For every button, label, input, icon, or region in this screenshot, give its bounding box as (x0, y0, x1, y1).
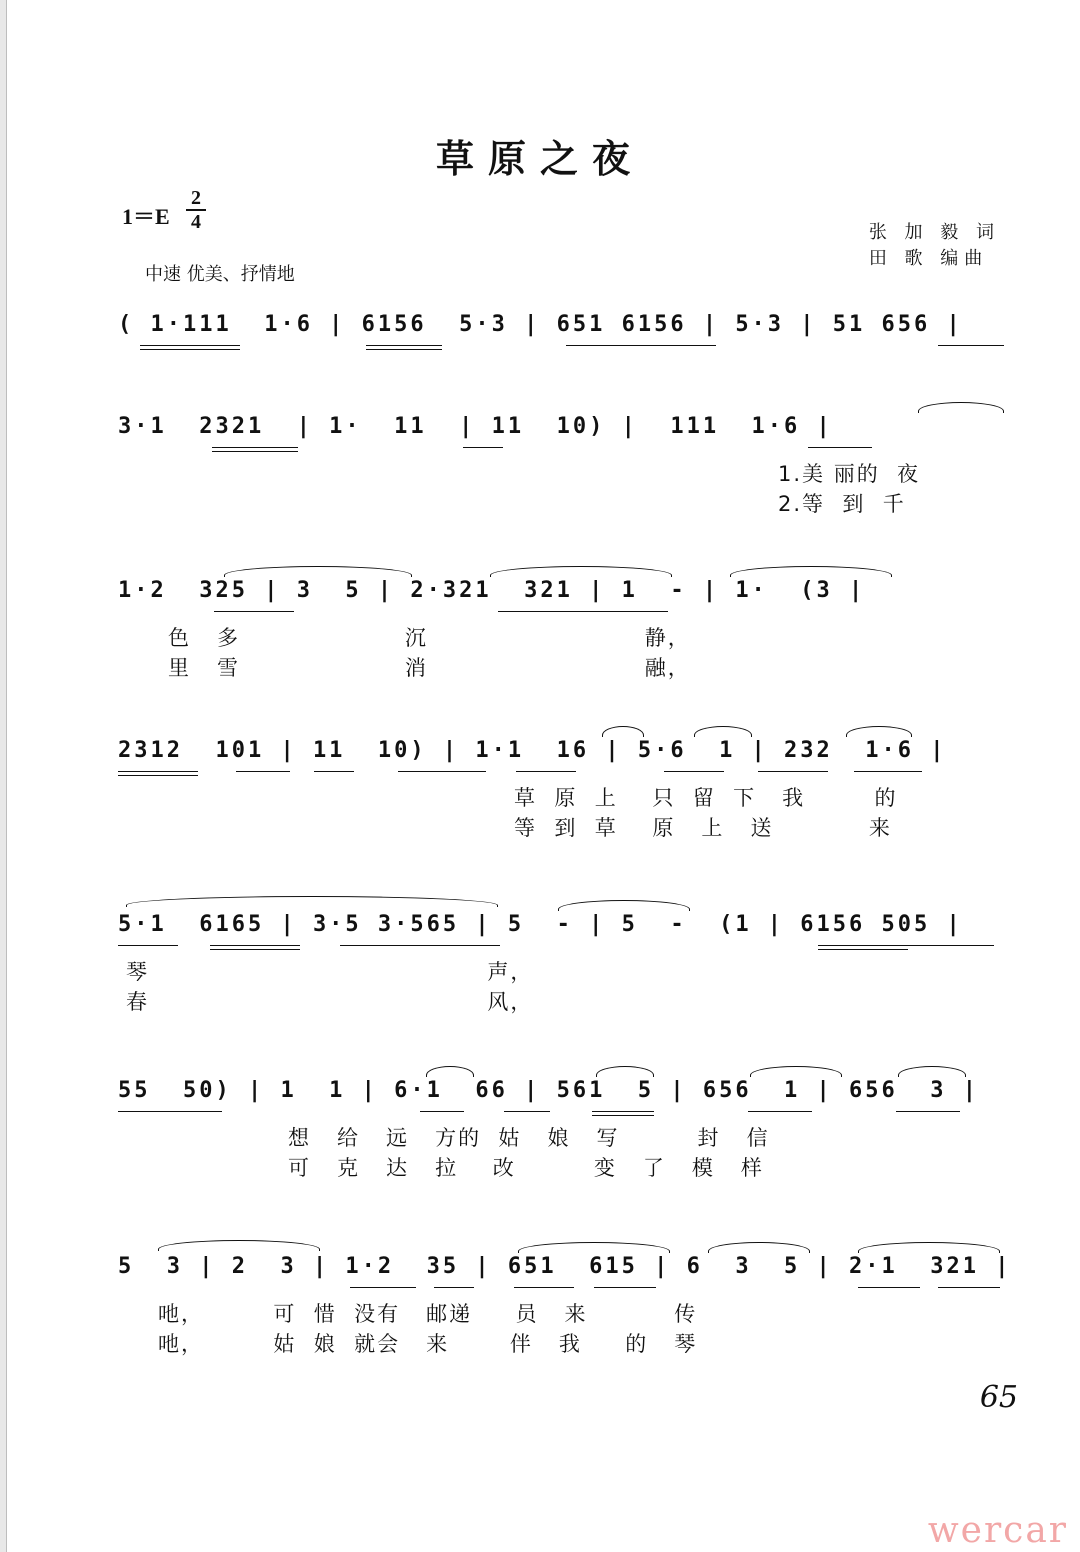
slur (846, 726, 912, 737)
slur (858, 1242, 1000, 1253)
underline (664, 771, 724, 772)
underline (854, 771, 922, 772)
underline (896, 1111, 960, 1112)
score-system-7 (118, 1254, 1012, 1356)
underline (758, 771, 828, 772)
underline (463, 447, 503, 448)
notation-line: ( 1·111 1·6 | 6156 5·3 | 651 6156 | 5·3 | 51 656 | (118, 312, 963, 337)
underline (398, 771, 486, 772)
slur (730, 566, 892, 577)
lyric-verse-1: 1.美 丽的 夜 (778, 462, 921, 486)
slur (158, 1240, 320, 1251)
underline (938, 345, 1004, 346)
underline (504, 1111, 550, 1112)
score-system-4 (118, 738, 1010, 840)
underline (516, 771, 576, 772)
slur (224, 566, 412, 577)
underline (434, 1287, 474, 1288)
underline (858, 1287, 920, 1288)
underline (350, 1287, 416, 1288)
score-system-6 (118, 1078, 1010, 1180)
slur (918, 402, 1004, 413)
score-system-2 (118, 414, 1010, 516)
underline (140, 349, 240, 350)
underline (366, 345, 442, 346)
lyric-verse-1: 吔， 可 惜 没有 邮递 员 来 传 (158, 1302, 698, 1326)
slur (694, 726, 752, 737)
underline (214, 611, 294, 612)
underline (140, 345, 240, 346)
notation-line: 1·2 325 | 3 5 | 2·321 321 | 1 - | 1· (3 | (118, 578, 866, 603)
underline (808, 447, 872, 448)
page-edge (0, 0, 7, 1552)
slur (558, 900, 690, 911)
underline (592, 1115, 654, 1116)
notation-line: 55 50) | 1 1 | 6·1 66 | 561 5 | 656 1 | 656 3 | (118, 1078, 979, 1103)
lyric-verse-2: 吔， 姑 娘 就会 来 伴 我 的 琴 (158, 1332, 698, 1356)
underline (210, 949, 300, 950)
lyric-verse-2: 可 克 达 拉 改 变 了 模 样 (288, 1156, 764, 1180)
underline (340, 945, 500, 946)
slur (898, 1066, 966, 1077)
lyricist-credit: 张 加 毅 词 (868, 222, 1000, 243)
underline (118, 771, 198, 772)
underline (420, 1111, 464, 1112)
lyric-verse-1: 色 多 沉 静， (168, 626, 691, 650)
underline (566, 345, 716, 346)
slur (750, 1066, 842, 1077)
lyric-verse-2: 等 到 草 原 上 送 来 (514, 816, 892, 840)
credits (869, 220, 1000, 272)
underline (938, 1287, 1000, 1288)
lyric-verse-2: 2.等 到 千 (778, 492, 906, 516)
score-system-5 (118, 912, 1010, 1014)
slur (708, 1242, 810, 1253)
tempo-marking: 中速 优美、抒情地 (145, 264, 295, 285)
underline (236, 771, 290, 772)
lyric-verse-2: 春 风， (126, 990, 534, 1014)
slur (490, 566, 672, 577)
underline (818, 945, 994, 946)
underline (594, 1287, 656, 1288)
key-signature: 1＝E (122, 204, 170, 229)
underline (314, 771, 354, 772)
underline (118, 945, 178, 946)
time-signature-bottom: 4 (191, 211, 201, 233)
notation-line: 2312 101 | 11 10) | 1·1 16 | 5·6 1 | 232 1·6 | (118, 738, 947, 763)
underline (212, 451, 298, 452)
page-number: 65 (979, 1380, 1018, 1415)
slur (518, 1242, 670, 1253)
time-signature-top: 2 (191, 187, 201, 209)
slur (426, 1066, 474, 1077)
lyric-verse-1: 琴 声， (126, 960, 534, 984)
underline (366, 349, 442, 350)
slur (596, 1066, 654, 1077)
underline (212, 447, 298, 448)
underline (748, 1111, 812, 1112)
song-title: 草原之夜 (435, 136, 644, 181)
time-signature (186, 188, 206, 232)
watermark: wercar (927, 1510, 1068, 1551)
underline (210, 945, 300, 946)
slur (602, 726, 644, 737)
lyric-verse-2: 里 雪 消 融， (168, 656, 691, 680)
composer-credit: 田 歌 编曲 (868, 248, 989, 269)
notation-line: 5·1 6165 | 3·5 3·565 | 5 - | 5 - (1 | 6156 505 | (118, 912, 963, 937)
notation-line: 3·1 2321 | 1· 11 | 11 10) | 111 1·6 | (118, 414, 833, 439)
score-system-1 (118, 312, 1010, 337)
lyric-verse-1: 想 给 远 方的 姑 娘 写 封 信 (288, 1126, 770, 1150)
underline (592, 1111, 654, 1112)
underline (118, 775, 198, 776)
slur (126, 896, 498, 907)
underline (818, 949, 908, 950)
score-system-3 (118, 578, 1010, 680)
lyric-verse-1: 草 原 上 只 留 下 我 的 (514, 786, 898, 810)
underline (118, 1111, 222, 1112)
underline (514, 1287, 574, 1288)
underline (498, 611, 668, 612)
notation-line: 5 3 | 2 3 | 1·2 35 | 651 615 | 6 3 5 | 2·1 321 | (118, 1254, 1012, 1279)
